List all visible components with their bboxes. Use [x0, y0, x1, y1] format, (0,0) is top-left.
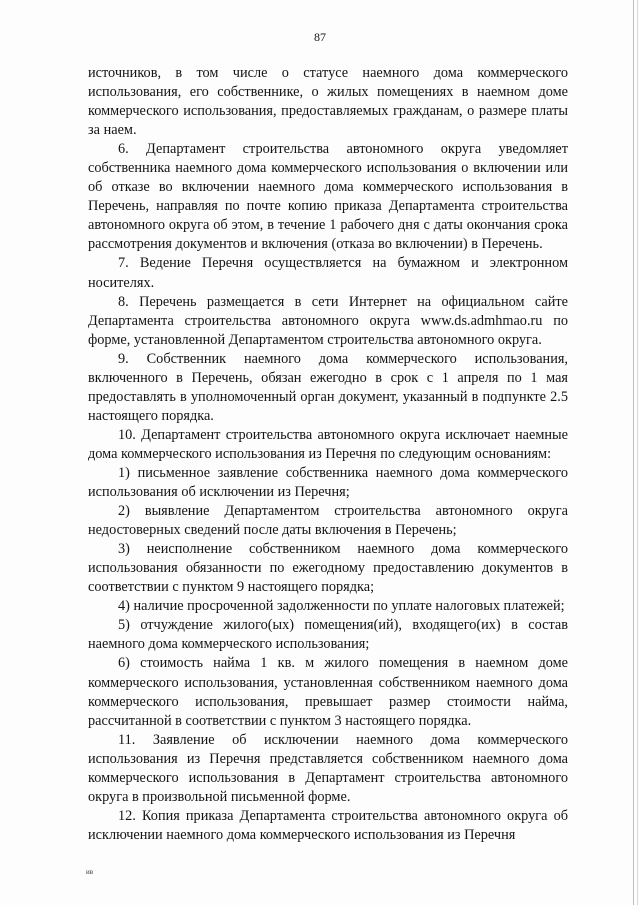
document-body [88, 64, 568, 845]
page-number: 87 [314, 30, 326, 44]
paragraph-6: 6. Департамент строительства автономного округа уведомляет собственника наемного дома коммерческого использования о включении или об отказе во включении наемного дома коммерческого использования в Перечень, направляя по почте копию приказа Департамента строительства автономного округа об этом, в течение 1 рабочего дня с даты окончания срока рассмотрения документов и включения (отказа во включении) в Перечень. [88, 141, 568, 253]
paragraph-7: 7. Ведение Перечня осуществляется на бумажном и электронном носителях. [88, 255, 568, 291]
paragraph-12: 12. Копия приказа Департамента строительства автономного округа об исключении наемного дома коммерческого использования из Перечня [88, 807, 568, 843]
list-item-3: 3) неисполнение собственником наемного дома коммерческого использования обязанности по ежегодному предоставлению документов в соответствии с пунктом 9 настоящего порядка; [88, 541, 568, 596]
scan-edge-line [633, 0, 634, 905]
paragraph-continuation: источников, в том числе о статусе наемного дома коммерческого использования, его собственнике, о жилых помещениях в наемном доме коммерческого использования, предоставляемых гражданам, о размере платы за наем. [88, 65, 568, 139]
paragraph-11: 11. Заявление об исключении наемного дома коммерческого использования из Перечня представляется собственником наемного дома коммерческого использования в Департамент строительства автономного округа в произвольной письменной форме. [88, 731, 568, 805]
paragraph-9: 9. Собственник наемного дома коммерческого использования, включенного в Перечень, обязан ежегодно в срок с 1 апреля по 1 мая предоставлять в уполномоченный орган документ, указанный в подпункте 2.5 настоящего порядка. [88, 350, 568, 424]
list-item-6: 6) стоимость найма 1 кв. м жилого помещения в наемном доме коммерческого использования, установленная собственником наемного дома коммерческого использования, превышает размер стоимости найма, рассчитанной в соответствии с пунктом 3 настоящего порядка. [88, 655, 568, 729]
list-item-5: 5) отчуждение жилого(ых) помещения(ий), входящего(их) в состав наемного дома коммерческого использования; [88, 617, 568, 653]
paragraph-10: 10. Департамент строительства автономного округа исключает наемные дома коммерческого использования из Перечня по следующим основаниям: [88, 426, 568, 462]
list-item-4: 4) наличие просроченной задолженности по уплате налоговых платежей; [118, 598, 565, 615]
list-item-1: 1) письменное заявление собственника наемного дома коммерческого использования об исключении из Перечня; [88, 464, 568, 501]
footer-mark: ив [86, 868, 94, 876]
list-item-2: 2) выявление Департаментом строительства автономного округа недостоверных сведений после даты включения в Перечень; [88, 503, 568, 539]
paragraph-8: 8. Перечень размещается в сети Интернет на официальном сайте Департамента строительства автономного округа www.ds.admhmao.ru по форме, установленной Департаментом строительства автономного округа. [88, 293, 568, 348]
scan-edge-line-outer [637, 0, 638, 905]
